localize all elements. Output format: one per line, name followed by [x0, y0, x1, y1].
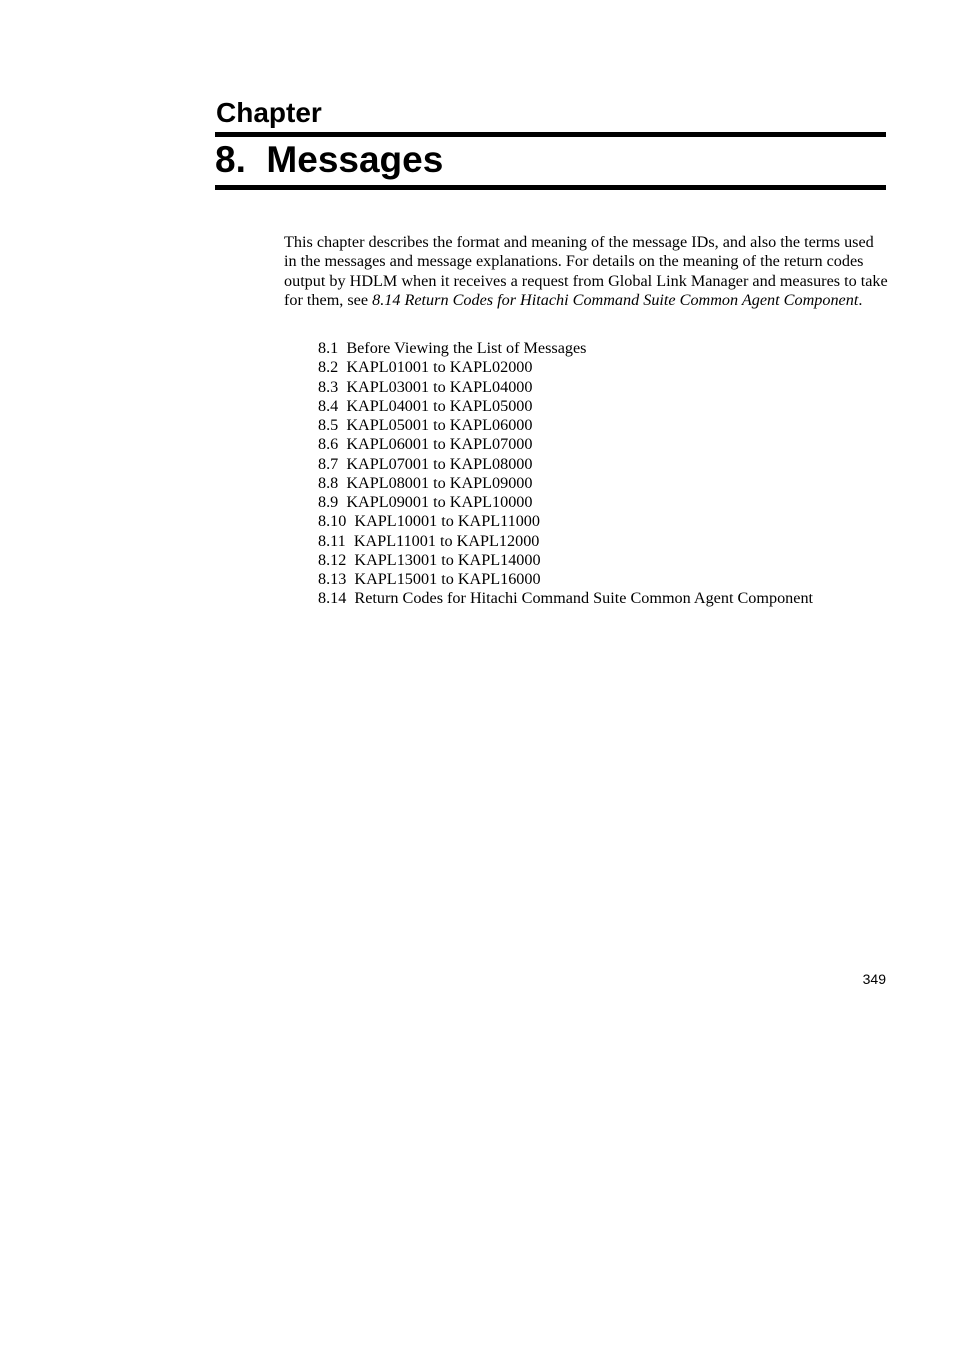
- toc-item[interactable]: 8.3 KAPL03001 to KAPL04000: [318, 377, 533, 396]
- chapter-label: Chapter: [216, 97, 322, 128]
- intro-paragraph: [284, 233, 888, 310]
- intro-text: This chapter describes the format and meaning of the message IDs, and also the terms used in the messages and message explanations. For details on the meaning of the return codes output by HDLM when it receives a request from Global Link Manager and measures to take for them, see: [284, 233, 888, 309]
- toc-item[interactable]: 8.10 KAPL10001 to KAPL11000: [318, 512, 540, 531]
- chapter-number: 8.: [215, 139, 246, 180]
- intro-reference-link[interactable]: 8.14 Return Codes for Hitachi Command Suite Common Agent Component: [372, 290, 859, 309]
- chapter-rule-bottom: [215, 185, 886, 190]
- toc-item[interactable]: 8.5 KAPL05001 to KAPL06000: [318, 416, 533, 434]
- toc-item[interactable]: 8.9 KAPL09001 to KAPL10000: [318, 493, 533, 511]
- section-toc: [318, 339, 813, 609]
- toc-item[interactable]: 8.1 Before Viewing the List of Messages: [318, 339, 587, 357]
- toc-item[interactable]: 8.8 KAPL08001 to KAPL09000: [318, 473, 533, 492]
- toc-item[interactable]: 8.13 KAPL15001 to KAPL16000: [318, 570, 541, 588]
- toc-item[interactable]: 8.6 KAPL06001 to KAPL07000: [318, 435, 533, 454]
- toc-item[interactable]: 8.14 Return Codes for Hitachi Command Suite Common Agent Component: [318, 589, 814, 608]
- toc-item[interactable]: 8.11 KAPL11001 to KAPL12000: [318, 531, 540, 550]
- toc-item[interactable]: 8.4 KAPL04001 to KAPL05000: [318, 396, 533, 415]
- chapter-title-text: Messages: [266, 139, 444, 180]
- toc-item[interactable]: 8.7 KAPL07001 to KAPL08000: [318, 454, 533, 473]
- intro-text-end: .: [858, 290, 863, 309]
- chapter-title: [215, 137, 443, 183]
- toc-item[interactable]: 8.2 KAPL01001 to KAPL02000: [318, 358, 533, 377]
- toc-item[interactable]: 8.12 KAPL13001 to KAPL14000: [318, 550, 541, 569]
- page-number: 349: [862, 971, 886, 987]
